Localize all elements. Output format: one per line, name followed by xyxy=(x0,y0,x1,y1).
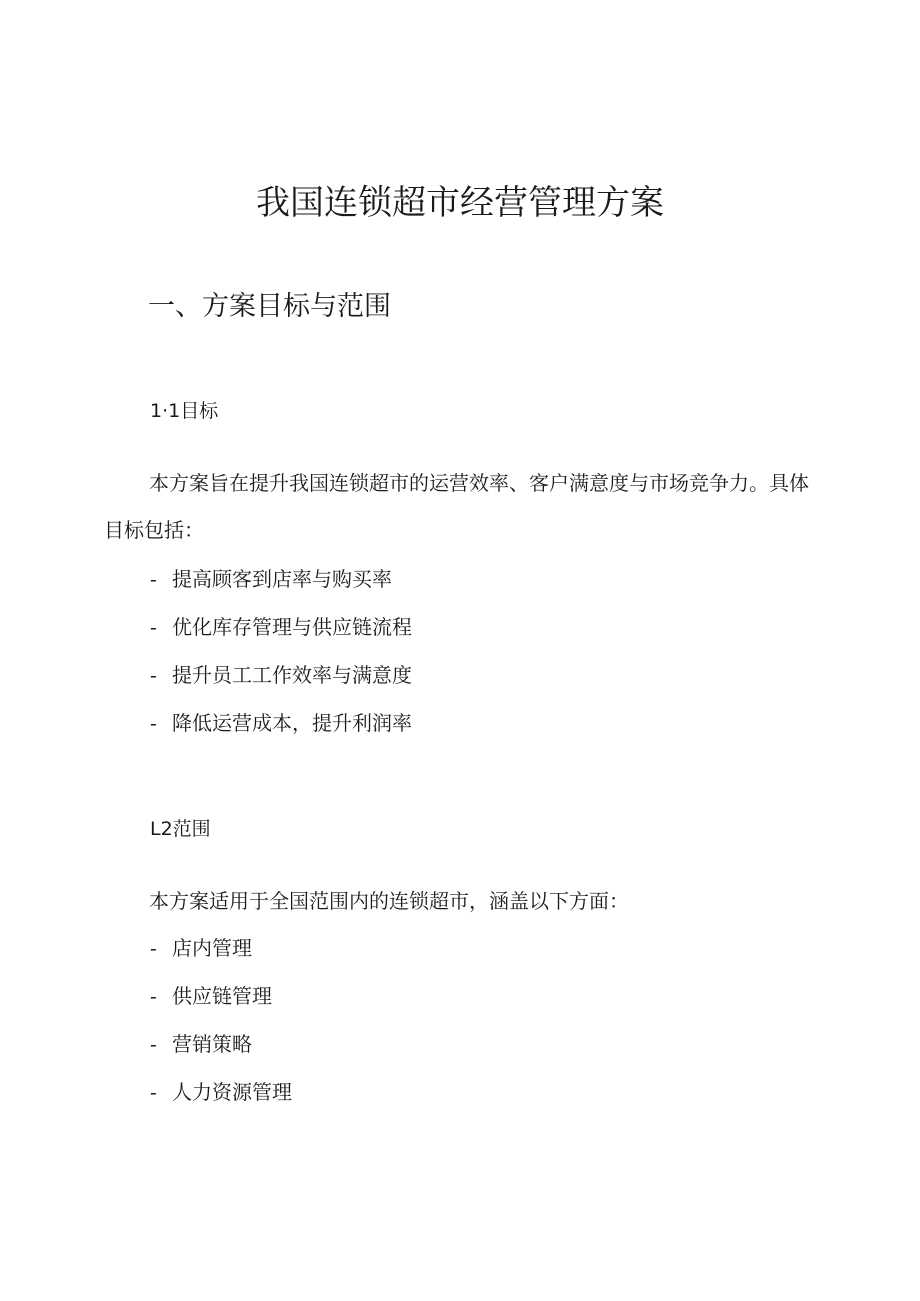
list-item-text: 提高顾客到店率与购买率 xyxy=(172,567,392,591)
subsection-heading-goals: 1·1目标 xyxy=(150,400,219,422)
list-item-text: 降低运营成本，提升利润率 xyxy=(172,711,412,735)
list-item-text: 优化库存管理与供应链流程 xyxy=(172,615,412,639)
bullet-dash: - xyxy=(150,984,157,1008)
list-item xyxy=(150,1077,292,1125)
list-item xyxy=(150,612,412,660)
bullet-dash: - xyxy=(150,567,157,591)
section-heading-1: 一、方案目标与范围 xyxy=(148,291,391,322)
list-item-text: 人力资源管理 xyxy=(172,1080,292,1104)
list-item xyxy=(150,1029,292,1077)
bullet-dash: - xyxy=(150,1080,157,1104)
list-item-text: 提升员工工作效率与满意度 xyxy=(172,663,412,687)
list-item xyxy=(150,708,412,756)
goals-list xyxy=(150,564,412,756)
list-item xyxy=(150,564,412,612)
list-item xyxy=(150,660,412,708)
bullet-dash: - xyxy=(150,1032,157,1056)
list-item-text: 店内管理 xyxy=(172,936,252,960)
subsection-heading-scope: L2范围 xyxy=(150,818,211,840)
bullet-dash: - xyxy=(150,615,157,639)
list-item-text: 营销策略 xyxy=(172,1032,252,1056)
list-item-text: 供应链管理 xyxy=(172,984,272,1008)
scope-list xyxy=(150,933,292,1125)
bullet-dash: - xyxy=(150,711,157,735)
bullet-dash: - xyxy=(150,663,157,687)
list-item xyxy=(150,933,292,981)
scope-paragraph: 本方案适用于全国范围内的连锁超市，涵盖以下方面： xyxy=(149,889,629,913)
list-item xyxy=(150,981,292,1029)
document-title: 我国连锁超市经营管理方案 xyxy=(256,183,664,223)
bullet-dash: - xyxy=(150,936,157,960)
goals-paragraph: 本方案旨在提升我国连锁超市的运营效率、客户满意度与市场竞争力。具体目标包括： xyxy=(104,471,809,542)
